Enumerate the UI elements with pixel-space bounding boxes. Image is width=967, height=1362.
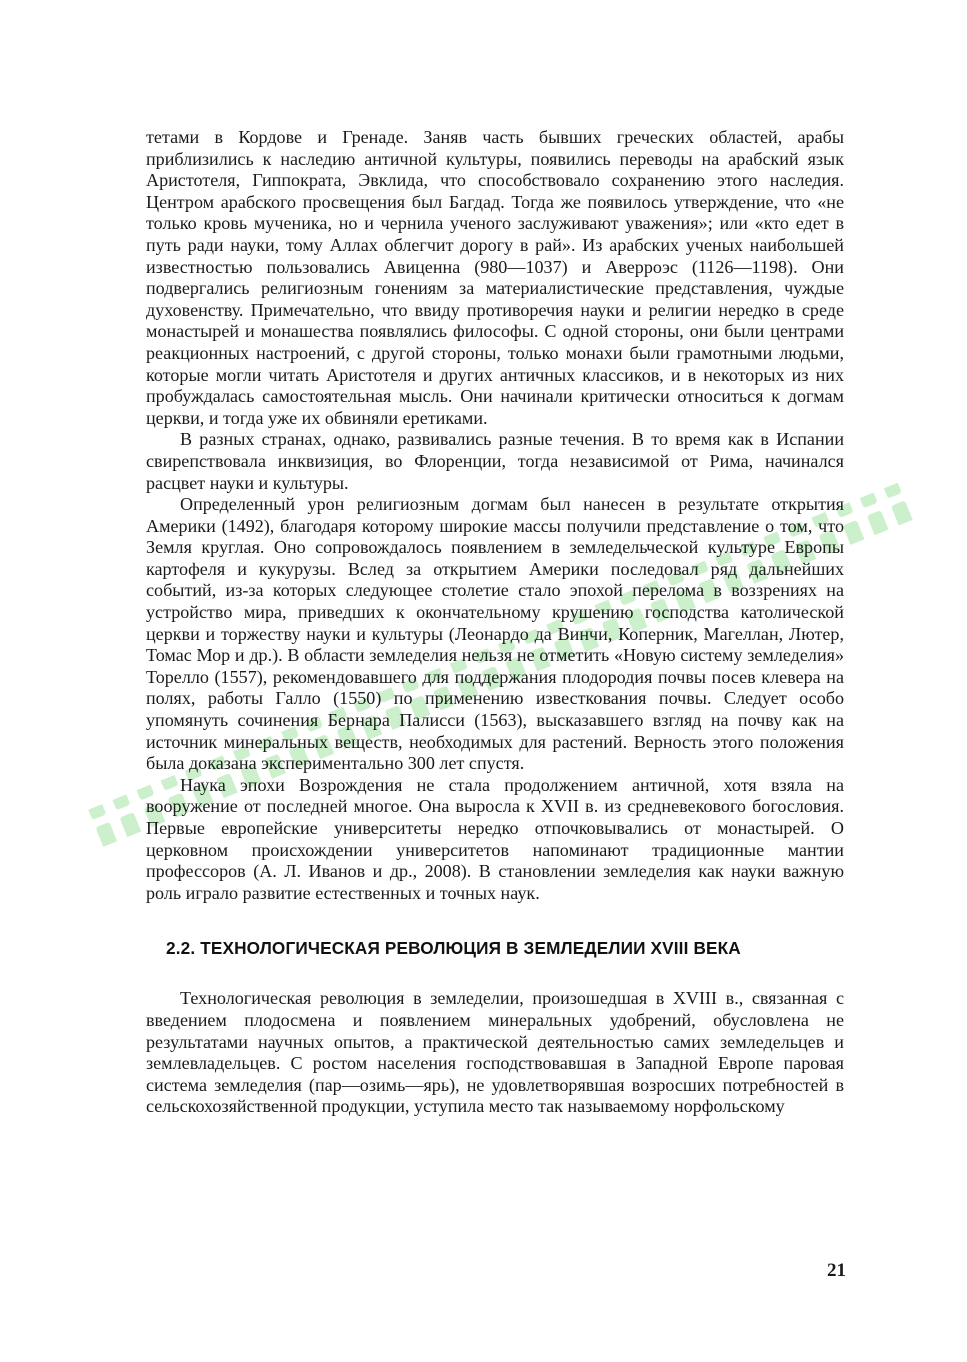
paragraph-tech-revolution: Технологическая революция в земледелии, произошедшая в XVIII в., связанная с введением плодосмена и появлением минеральных удобрений, обусловлена не результатами научных опытов, а практической деятельностью самих земледельцев и землевладельцев. С ростом населения господствовавшая в Западной Европе паровая система земледелия (пар—озимь—ярь), не удовлетворявшая возросших потребностей в сельскохозяйственной продукции, уступила место так называемому норфольскому bbox=[146, 988, 844, 1117]
paragraph-america: Определенный урон религиозным догмам был нанесен в результате открытия Америки (1492), благодаря которому широкие массы получили представление о том, что Земля круглая. Оно сопровождалось появлением в земледельческой культуре Европы картофеля и кукурузы. Вслед за открытием Америки последовал ряд дальнейших событий, из-за которых следующее столетие стало эпохой перелома в воззрениях на устройство мира, приведших к окончательному крушению господства католической церкви и торжеству науки и культуры (Леонардо да Винчи, Коперник, Магеллан, Лютер, Томас Мор и др.). В области земледелия нельзя не отметить «Новую систему земледелия» Торелло (1557), рекомендовавшего для поддержания плодородия почвы посев клевера на полях, работы Галло (1550) по применению известкования почвы. Следует особо упомянуть сочинения Бернара Палисси (1563), высказавшего взгляд на почву как на источник минеральных веществ, необходимых для растений. Верность этого положения была доказана экспериментально 300 лет спустя. bbox=[146, 494, 844, 774]
paragraph-renaissance: Наука эпохи Возрождения не стала продолжением античной, хотя взяла на вооружение от последней многое. Она выросла к XVII в. из средневекового богословия. Первые европейские университеты нередко отпочковывались от монастырей. О церковном происхождении университетов напоминают традиционные мантии профессоров (А. Л. Иванов и др., 2008). В становлении земледелия как науки важную роль играло развитие естественных и точных наук. bbox=[146, 774, 844, 903]
section-heading: 2.2. ТЕХНОЛОГИЧЕСКАЯ РЕВОЛЮЦИЯ В ЗЕМЛЕДЕЛИИ XVIII ВЕКА bbox=[166, 938, 741, 959]
page-number: 21 bbox=[827, 1260, 846, 1281]
paragraph-countries: В разных странах, однако, развивались разные течения. В то время как в Испании свирепствовала инквизиция, во Флоренции, тогда независимой от Рима, начинался расцвет науки и культуры. bbox=[146, 429, 844, 493]
paragraph-arab-science: тетами в Кордове и Гренаде. Заняв часть бывших греческих областей, арабы приблизились к наследию античной культуры, появились переводы на арабский язык Аристотеля, Гиппократа, Эвклида, что способствовало сохранению этого наследия. Центром арабского просвещения был Багдад. Тогда же появилось утверждение, что «не только кровь мученика, но и чернила ученого заслуживают уважения»; или «кто едет в путь ради науки, тому Аллах облегчит дорогу в рай». Из арабских ученых наибольшей известностью пользовались Авиценна (980—1037) и Аверроэс (1126—1198). Они подвергались религиозным гонениям за материалистические представления, чуждые духовенству. Примечательно, что ввиду противоречия науки и религии нередко в среде монастырей и монашества появлялись философы. С одной стороны, они были центрами реакционных настроений, с другой стороны, только монахи были грамотными людьми, которые могли читать Аристотеля и других античных классиков, и в некоторых из них пробуждалась самостоятельная мысль. Они начинали критически относиться к догмам церкви, и тогда уже их обвиняли еретиками. bbox=[146, 127, 844, 428]
page-body bbox=[146, 127, 844, 1118]
